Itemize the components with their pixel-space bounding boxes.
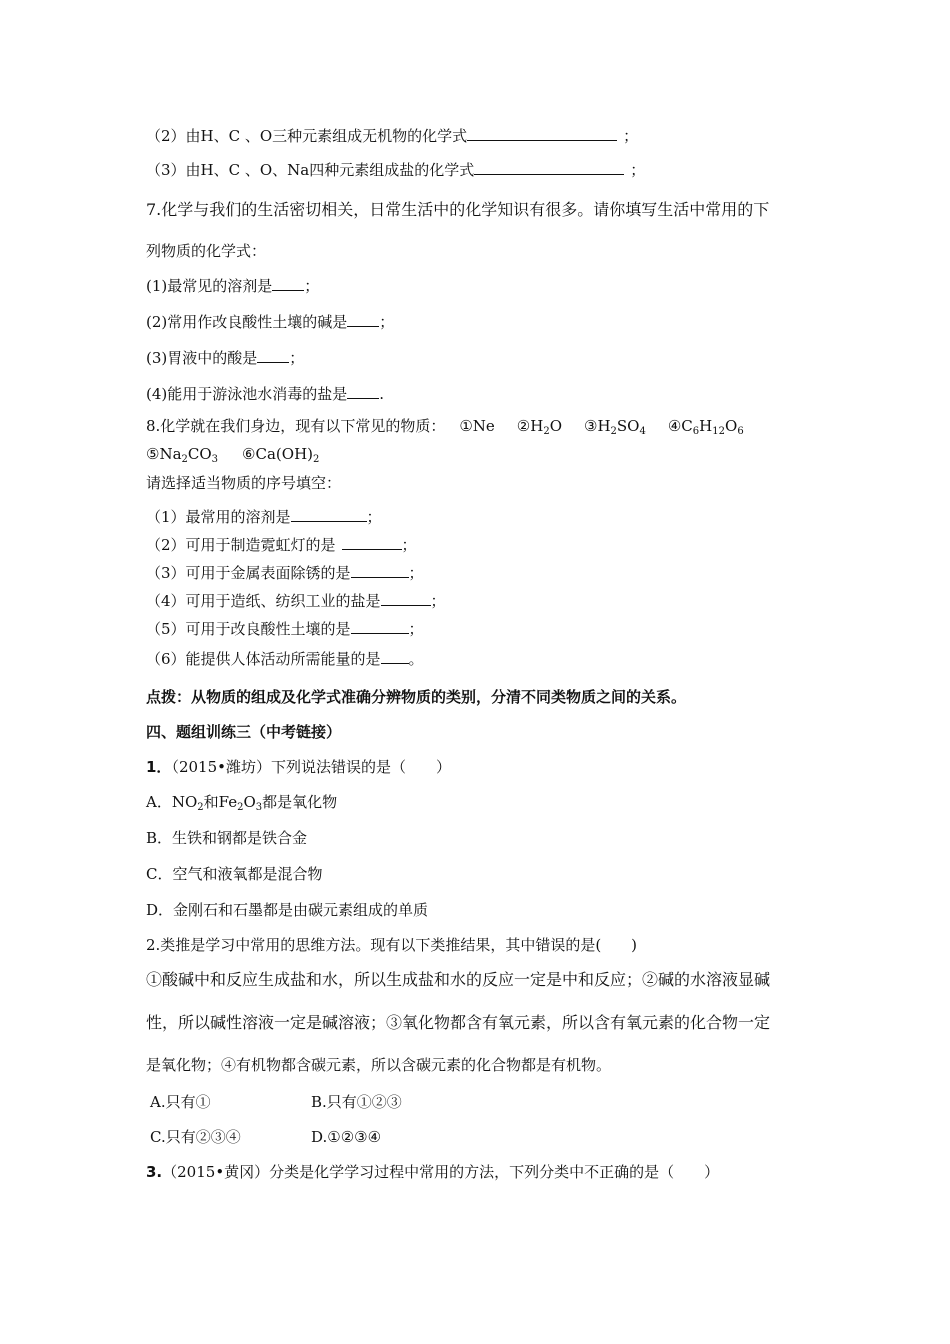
q8-item4: （4）可用于造纸、纺织工业的盐是 ； [146, 592, 446, 610]
q8-item1: （1）最常用的溶剂是 ； [146, 508, 382, 526]
section-heading: 四、题组训练三（中考链接） [146, 723, 342, 741]
q8-instruction: 请选择适当物质的序号填空： [146, 474, 342, 492]
answer-blank[interactable] [342, 535, 402, 550]
substance-2: $②H_2O$ [516, 417, 562, 437]
p1-option-d: D．金刚石和石墨都是由碳元素组成的单质 [146, 901, 429, 919]
q7-item4: (4)能用于游泳池水消毒的盐是 . [146, 385, 385, 403]
q8-item3: （3）可用于金属表面除锈的是 ； [146, 564, 424, 582]
p2-option-d: D.①②③④ [311, 1128, 382, 1146]
substance-4: $④C_6H_{12}O_6$ [667, 417, 744, 437]
p2-option-c: C.只有②③④ [150, 1128, 241, 1146]
answer-blank[interactable] [467, 126, 617, 141]
substance-3: $③H_2SO_4$ [584, 417, 646, 437]
p1-option-c: C．空气和液氧都是混合物 [146, 865, 323, 883]
q8-item6: （6）能提供人体活动所需能量的是 。 [146, 650, 424, 668]
p1-option-b: B．生铁和钢都是铁合金 [146, 829, 308, 847]
q8-stem: 8.化学就在我们身边，现有以下常见的物质： ①Ne $②H_2O$ $③H_2SO_4$ $④C_6H_{12}O_6$ [146, 417, 744, 437]
p2-body-line3: 是氧化物；④有机物都含碳元素，所以含碳元素的化合物都是有机物。 [146, 1056, 612, 1074]
answer-blank[interactable] [257, 348, 289, 363]
q7-stem-line1: 7.化学与我们的生活密切相关，日常生活中的化学知识有很多。请你填写生活中常用的下 [146, 200, 770, 219]
p2-body-line1: ①酸碱中和反应生成盐和水，所以生成盐和水的反应一定是中和反应；②碱的水溶液显碱 [146, 970, 771, 989]
p2-stem: 2.类推是学习中常用的思维方法。现有以下类推结果，其中错误的是( ) [146, 936, 638, 954]
q8-substances-row2 [146, 444, 319, 464]
answer-blank[interactable] [351, 619, 409, 634]
answer-blank[interactable] [381, 649, 409, 664]
answer-blank[interactable] [347, 384, 379, 399]
q6-item3: （3）由H、C 、O、Na四种元素组成盐的化学式 ； [146, 161, 646, 179]
p2-option-a: A.只有① [150, 1093, 211, 1111]
p2-option-b: B.只有①②③ [311, 1093, 402, 1111]
substance-6: $⑥Ca(OH)_2$ [242, 445, 320, 465]
p1-option-a: A．$NO_2$和$Fe_2O_3$都是氧化物 [146, 793, 338, 813]
answer-blank[interactable] [272, 276, 304, 291]
answer-blank[interactable] [381, 591, 431, 606]
p3-stem: 3.（2015•黄冈）分类是化学学习过程中常用的方法，下列分类中不正确的是（ ） [146, 1163, 720, 1181]
q7-item3: (3)胃液中的酸是 ； [146, 349, 305, 367]
p2-body-line2: 性，所以碱性溶液一定是碱溶液；③氧化物都含有氧元素，所以含有氧元素的化合物一定 [146, 1013, 771, 1032]
answer-blank[interactable] [474, 160, 624, 175]
p1-stem: 1．（2015•潍坊）下列说法错误的是（ ） [146, 758, 451, 776]
substance-1: ①Ne [459, 417, 495, 435]
q8-item5: （5）可用于改良酸性土壤的是 ； [146, 620, 424, 638]
substance-5: $⑤Na_2CO_3$ [146, 445, 219, 465]
tip-text: 点拨：从物质的组成及化学式准确分辨物质的类别，分清不同类物质之间的关系。 [146, 688, 687, 706]
answer-blank[interactable] [347, 312, 379, 327]
answer-blank[interactable] [291, 507, 367, 522]
answer-blank[interactable] [351, 563, 409, 578]
q6-item2: （2）由H、C 、O三种元素组成无机物的化学式 ； [146, 127, 639, 145]
q7-item1: (1)最常见的溶剂是 ； [146, 277, 320, 295]
q7-item2: (2)常用作改良酸性土壤的碱是 ； [146, 313, 395, 331]
q7-stem-line2: 列物质的化学式： [146, 242, 267, 260]
q8-item2: （2）可用于制造霓虹灯的是 ； [146, 536, 417, 554]
